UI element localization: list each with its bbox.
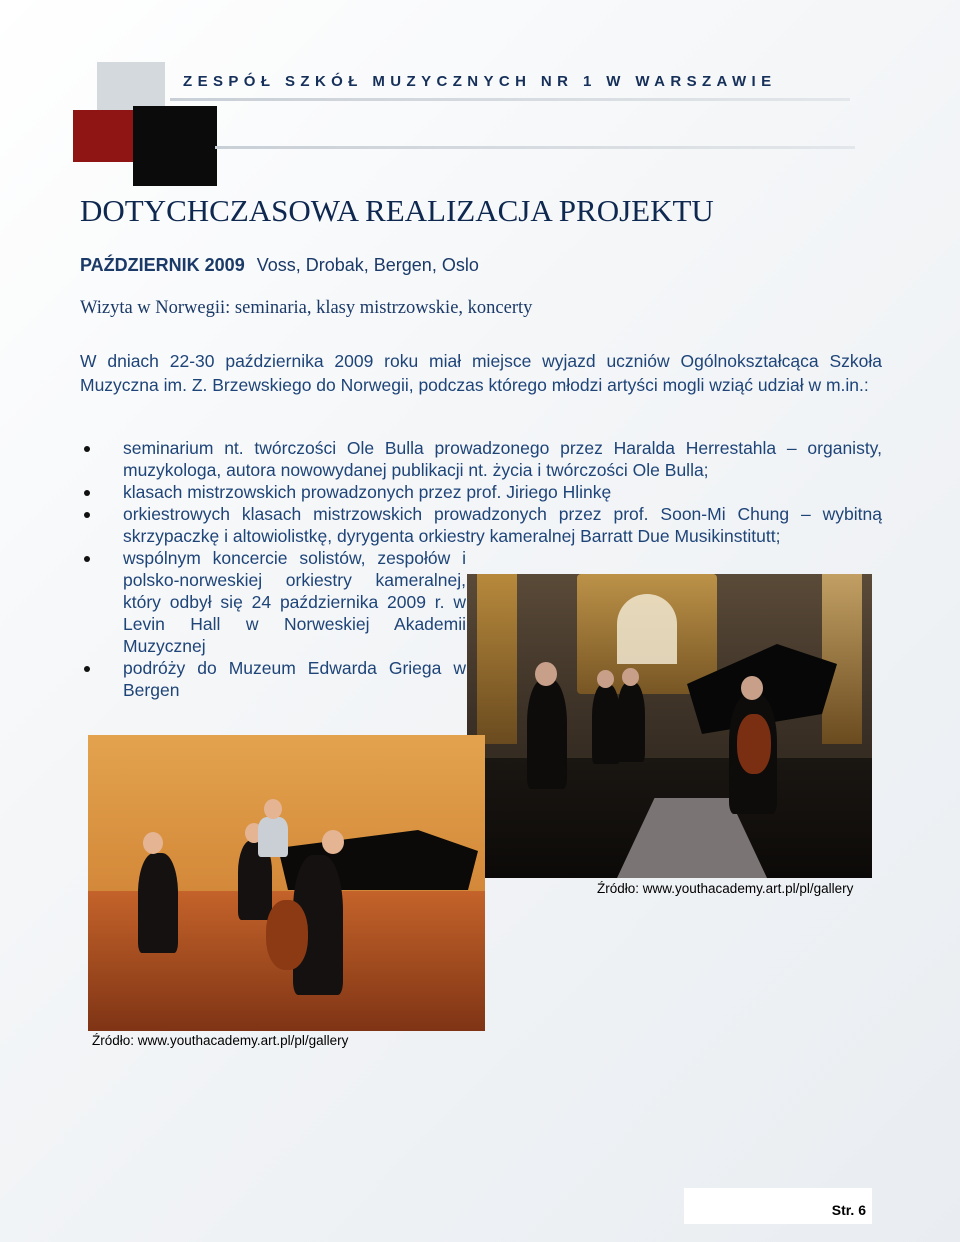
date-label: PAŹDZIERNIK 2009 <box>80 255 245 275</box>
logo-square-red <box>73 110 133 162</box>
logo-square-black <box>133 106 217 186</box>
violinist-head <box>143 832 163 854</box>
church-concert-photo <box>467 574 872 878</box>
musician <box>617 682 645 762</box>
altar-painting <box>617 594 677 664</box>
list-item <box>80 481 882 503</box>
musician-head <box>597 670 614 688</box>
bullet-icon <box>84 490 90 496</box>
page-turner <box>258 817 288 857</box>
list-item-text: podróży do Muzeum Edwarda Griega w Bergen <box>123 658 466 700</box>
bullet-icon <box>84 556 90 562</box>
musician <box>592 684 620 764</box>
list-item-text: orkiestrowych klasach mistrzowskich prowadzonych przez prof. Soon-Mi Chung – wybitną skrzypaczkę i altowiolistkę, dyrygenta orkiestry kameralnej Barratt Due Musikinstitutt; <box>123 504 882 546</box>
gilded-pillar <box>822 574 862 744</box>
bullet-icon <box>84 512 90 518</box>
intro-paragraph: W dniach 22-30 października 2009 roku miał miejsce wyjazd uczniów Ogólnokształcąca Szkoła Muzyczna im. Z. Brzewskiego do Norwegii, podczas którego młodzi artyści mogli wziąć udział w m.in.: <box>80 351 882 395</box>
list-item <box>80 503 882 547</box>
cellist-head <box>322 830 344 854</box>
gilded-pillar <box>477 574 517 744</box>
bullet-icon <box>84 666 90 672</box>
musician-head <box>622 668 639 686</box>
list-item-text: klasach mistrzowskich prowadzonych przez prof. Jiriego Hlinkę <box>123 482 612 502</box>
photo-caption: Źródło: www.youthacademy.art.pl/pl/gallery <box>92 1033 349 1048</box>
bullet-icon <box>84 446 90 452</box>
page-title: DOTYCHCZASOWA REALIZACJA PROJEKTU <box>80 193 714 228</box>
cello <box>266 900 308 970</box>
list-item-text: wspólnym koncercie solistów, zespołów i polsko-norweskiej orkiestry kameralnej, który odbył się 24 października 2009 r. w Levin Hall w Norweskiej Akademii Muzycznej <box>123 548 466 656</box>
cellist-head <box>741 676 763 700</box>
header-rule-top <box>170 98 850 101</box>
violinist <box>138 853 178 953</box>
page-number: Str. 6 <box>831 1202 866 1218</box>
violinist <box>527 679 567 789</box>
photo-caption: Źródło: www.youthacademy.art.pl/pl/gallery <box>597 881 854 896</box>
cello <box>737 714 771 774</box>
visit-subheading: Wizyta w Norwegii: seminaria, klasy mistrzowskie, koncerty <box>80 298 533 318</box>
header-rule-bottom <box>215 146 855 149</box>
hall-concert-photo <box>88 735 485 1031</box>
violinist-head <box>535 662 557 686</box>
page-turner-head <box>264 799 282 819</box>
date-line <box>80 255 479 276</box>
list-item <box>80 657 466 701</box>
list-item <box>80 437 882 481</box>
places-label: Voss, Drobak, Bergen, Oslo <box>256 255 479 275</box>
school-name: ZESPÓŁ SZKÓŁ MUZYCZNYCH NR 1 W WARSZAWIE <box>183 73 777 90</box>
list-item-text: seminarium nt. twórczości Ole Bulla prowadzonego przez Haralda Herrestahla – organisty, muzykologa, autora nowowydanej publikacji nt. życia i twórczości Ole Bulla; <box>123 438 882 480</box>
list-item <box>80 547 466 657</box>
page-number-box <box>684 1188 872 1224</box>
